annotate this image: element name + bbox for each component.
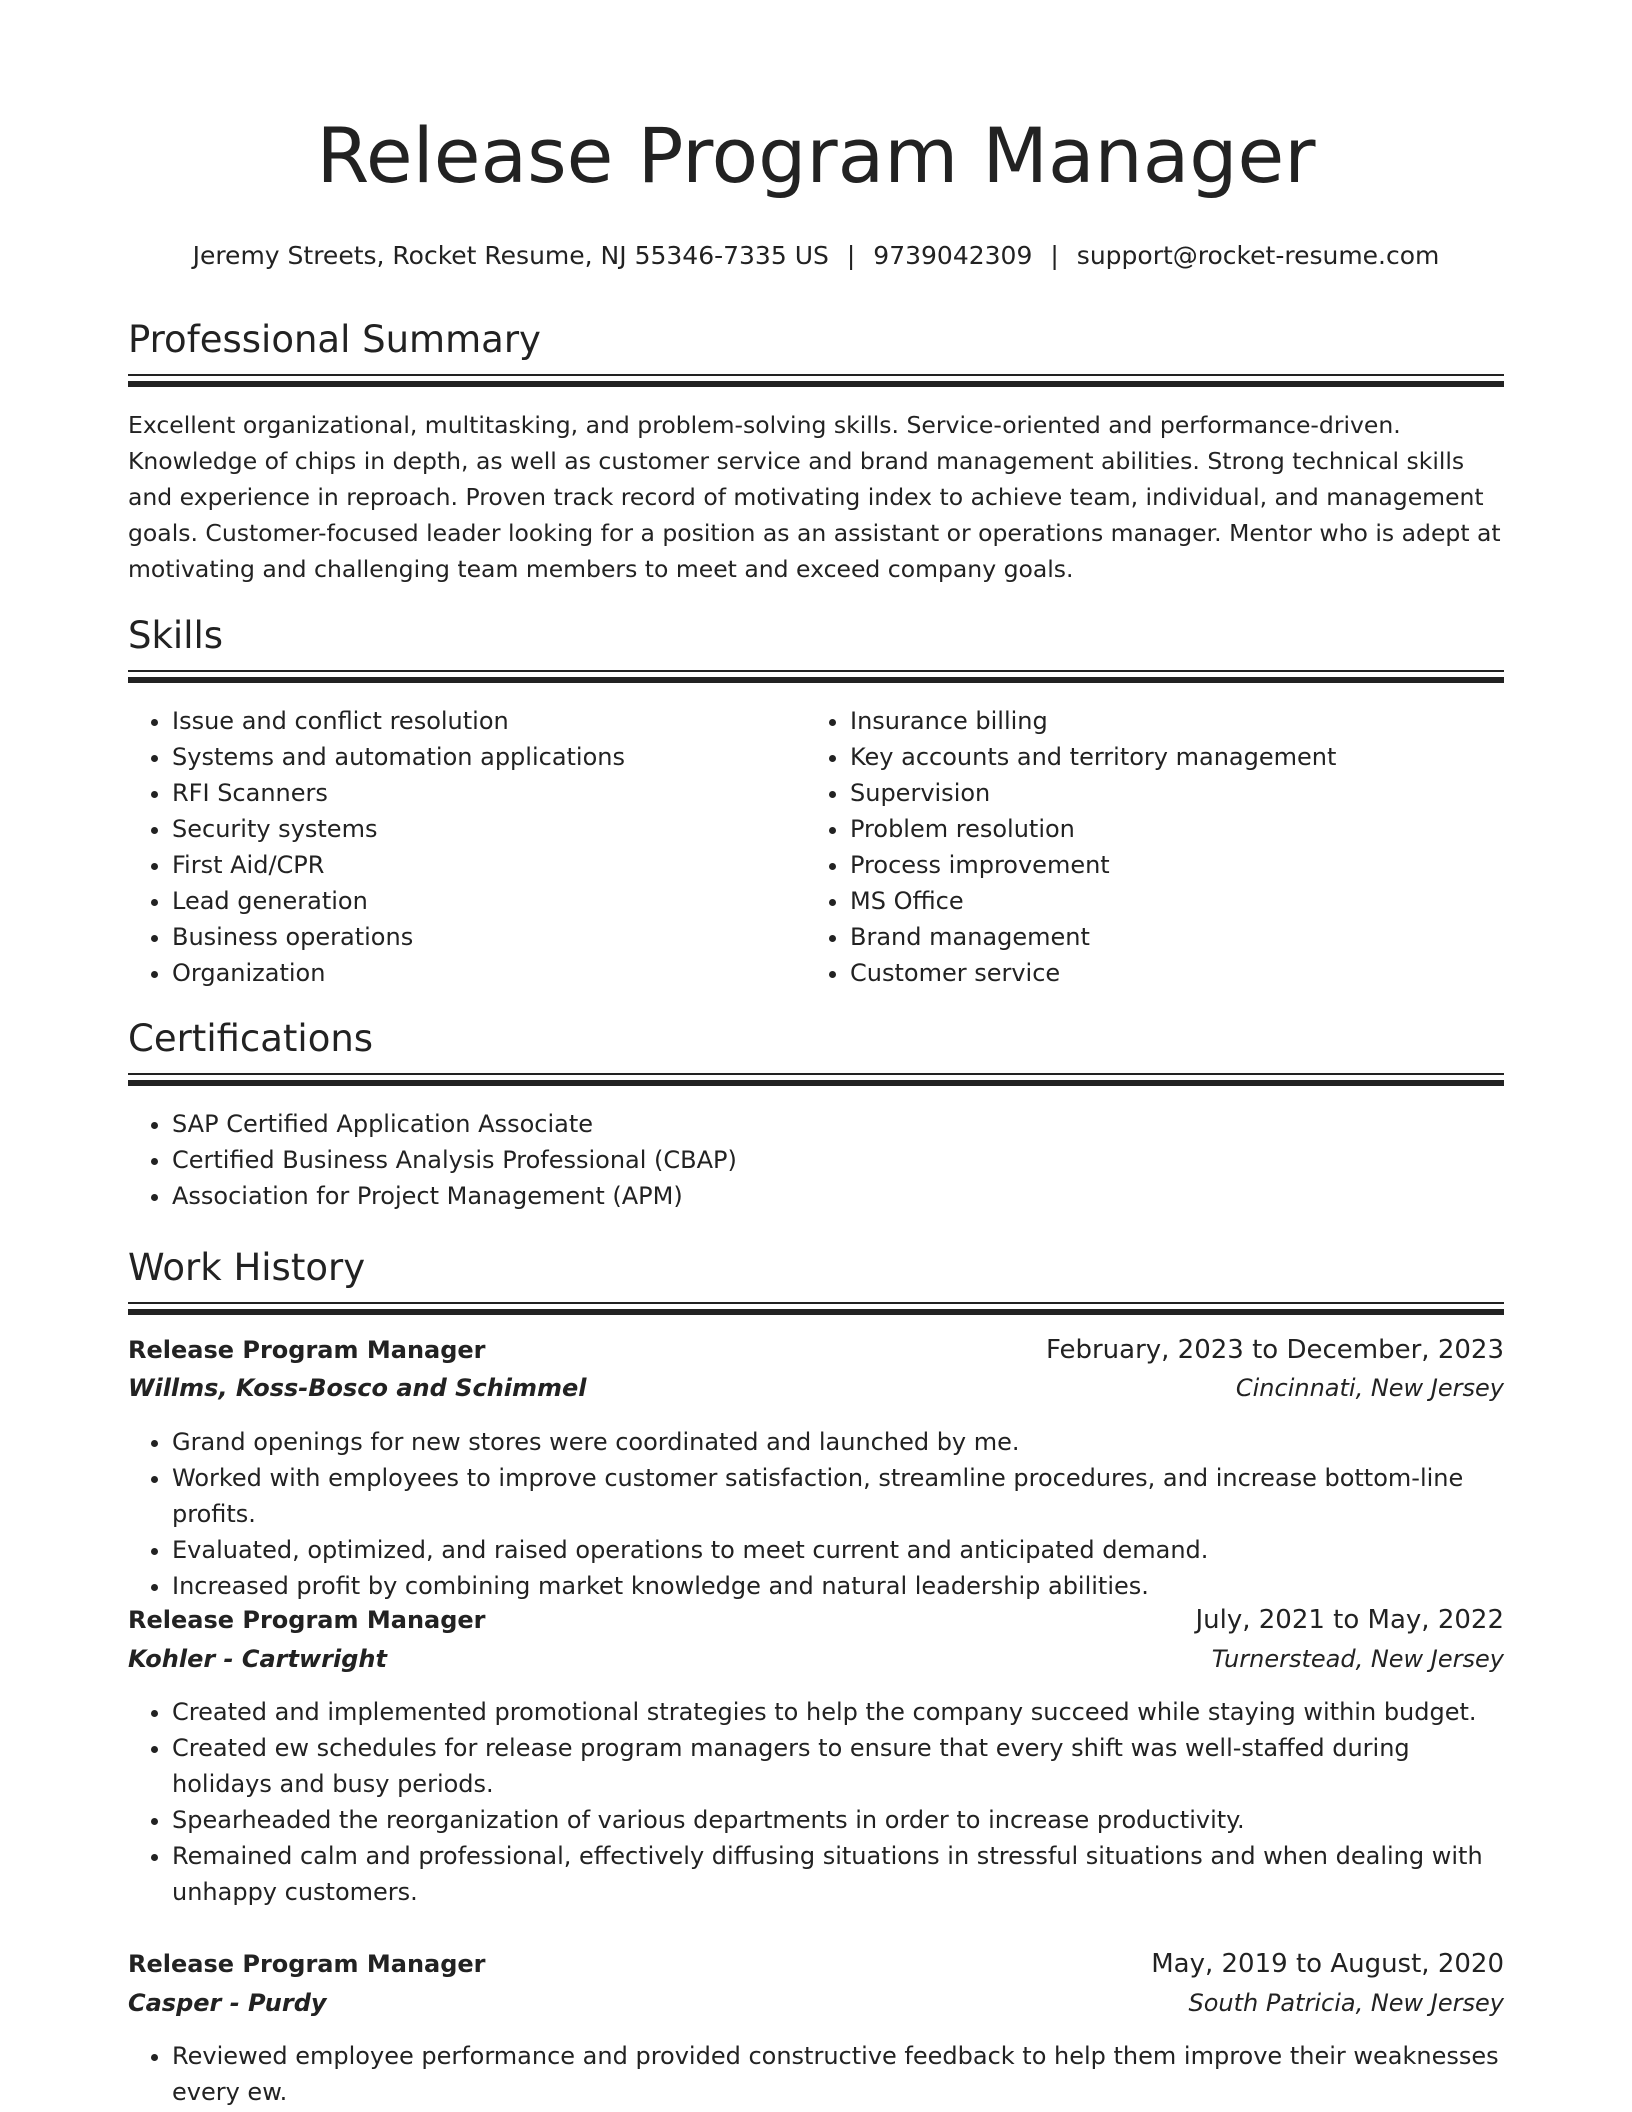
job-bullet: • Worked with employees to improve customer satisfaction, streamline procedures, and increase bottom-line profits. — [172, 1460, 1504, 1532]
job-title: Release Program Manager — [128, 1336, 486, 1364]
job-bullet: • Remained calm and professional, effectively diffusing situations in stressful situations and when dealing with unhappy customers. — [172, 1838, 1504, 1910]
skill-item: • Business operations — [172, 919, 788, 955]
job-header-row — [128, 1332, 1504, 1368]
section-rule — [128, 670, 1504, 672]
job-location: Cincinnati, New Jersey — [1235, 1374, 1504, 1402]
job-bullet: • Spearheaded the reorganization of various departments in order to increase productivity. — [172, 1802, 1504, 1838]
summary-text: Excellent organizational, multitasking, and problem-solving skills. Service-oriented and performance-driven. Knowledge of chips in depth, as well as customer service and brand management abilities. Strong technical skills and experience in reproach. Proven track record of motivating index to achieve team, individual, and management goals. Customer-focused leader looking for a position as an assistant or operations manager. Mentor who is adept at motivating and challenging team members to meet and exceed company goals. — [128, 411, 1501, 583]
job-bullet: • Created ew schedules for release program managers to ensure that every shift was well-staffed during holidays and busy periods. — [172, 1730, 1504, 1802]
section-rule — [128, 381, 1504, 387]
job-dates: May, 2019 to August, 2020 — [1151, 1949, 1504, 1979]
skills-heading: Skills — [128, 614, 224, 657]
resume-title: Release Program Manager — [316, 111, 1316, 200]
section-rule — [128, 374, 1504, 376]
job-bullets — [128, 1424, 1504, 1604]
work-section-header — [128, 1246, 1504, 1315]
job-company: Willms, Koss-Bosco and Schimmel — [128, 1374, 587, 1402]
skill-item: • Customer service — [850, 955, 1504, 991]
job-company-row — [128, 1985, 1504, 2021]
skills-column-right — [806, 703, 1504, 991]
skills-section-header — [128, 614, 1504, 683]
job-title: Release Program Manager — [128, 1606, 486, 1634]
certifications-block — [128, 1106, 1504, 1214]
section-rule — [128, 1302, 1504, 1304]
job-company-row — [128, 1370, 1504, 1406]
job-dates: July, 2021 to May, 2022 — [1195, 1605, 1504, 1635]
contact-separator: | — [846, 241, 856, 270]
certification-item: • SAP Certified Application Associate — [172, 1106, 1504, 1142]
job-header-row — [128, 1602, 1504, 1638]
skill-item: • Brand management — [850, 919, 1504, 955]
skills-list-left — [128, 703, 788, 991]
work-heading: Work History — [128, 1246, 366, 1289]
certifications-section-header — [128, 1017, 1504, 1086]
section-rule — [128, 677, 1504, 683]
section-rule — [128, 1309, 1504, 1315]
contact-line — [128, 241, 1504, 271]
skill-item: • Organization — [172, 955, 788, 991]
skill-item: • Process improvement — [850, 847, 1504, 883]
skill-item: • Systems and automation applications — [172, 739, 788, 775]
skill-item: • Supervision — [850, 775, 1504, 811]
job-company: Casper - Purdy — [128, 1989, 327, 2017]
certification-item: • Association for Project Management (APM) — [172, 1178, 1504, 1214]
job-bullet: • Evaluated, optimized, and raised operations to meet current and anticipated demand. — [172, 1532, 1504, 1568]
job-bullet: • Created and implemented promotional strategies to help the company succeed while staying within budget. — [172, 1694, 1504, 1730]
skill-item: • Problem resolution — [850, 811, 1504, 847]
skill-item: • MS Office — [850, 883, 1504, 919]
job-location: Turnerstead, New Jersey — [1211, 1645, 1504, 1673]
job-bullet: • Grand openings for new stores were coordinated and launched by me. — [172, 1424, 1504, 1460]
job-header-row — [128, 1946, 1504, 1982]
job-company-row — [128, 1641, 1504, 1677]
skill-item: • Key accounts and territory management — [850, 739, 1504, 775]
skill-item: • Lead generation — [172, 883, 788, 919]
certification-item: • Certified Business Analysis Professional (CBAP) — [172, 1142, 1504, 1178]
job-bullet: • Reviewed employee performance and provided constructive feedback to help them improve their weaknesses every ew. — [172, 2038, 1504, 2110]
contact-phone: 9739042309 — [873, 241, 1033, 270]
contact-separator: | — [1050, 241, 1059, 270]
section-rule — [128, 1073, 1504, 1075]
summary-section-header — [128, 318, 1504, 387]
job-dates: February, 2023 to December, 2023 — [1045, 1335, 1504, 1365]
job-company: Kohler - Cartwright — [128, 1645, 387, 1673]
skill-item: • Security systems — [172, 811, 788, 847]
skills-list-right — [806, 703, 1504, 991]
skill-item: • Issue and conflict resolution — [172, 703, 788, 739]
skill-item: • RFI Scanners — [172, 775, 788, 811]
skill-item: • First Aid/CPR — [172, 847, 788, 883]
section-rule — [128, 1080, 1504, 1086]
job-bullets — [128, 1694, 1504, 1910]
job-title: Release Program Manager — [128, 1950, 486, 1978]
job-bullets — [128, 2038, 1504, 2110]
skills-column-left — [128, 703, 788, 991]
job-bullet: • Increased profit by combining market knowledge and natural leadership abilities. — [172, 1568, 1504, 1604]
contact-email: support@rocket-resume.com — [1076, 241, 1440, 270]
job-location: South Patricia, New Jersey — [1188, 1989, 1504, 2017]
certifications-heading: Certifications — [128, 1017, 374, 1060]
summary-heading: Professional Summary — [128, 318, 541, 361]
certifications-list — [128, 1106, 1504, 1214]
skill-item: • Insurance billing — [850, 703, 1504, 739]
contact-address: Jeremy Streets, Rocket Resume, NJ 55346-7335 US — [192, 241, 829, 270]
